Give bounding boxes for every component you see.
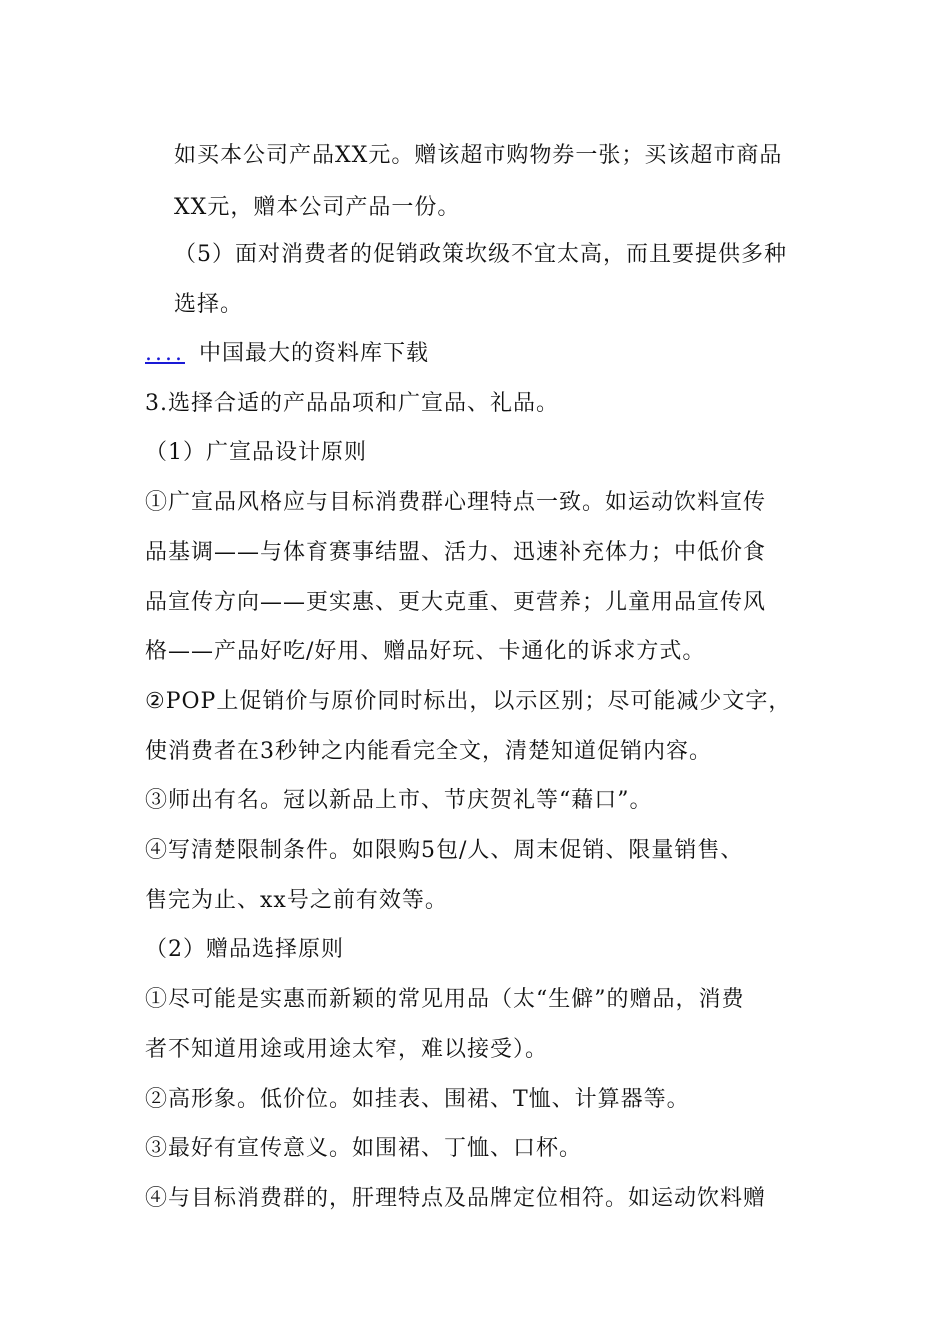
- text-line: ④与目标消费群的，肝理特点及品牌定位相符。如运动饮料赠: [145, 1186, 767, 1211]
- subsection-heading: （2）赠品选择原则: [145, 937, 344, 962]
- section-heading: 3.选择合适的产品品项和广宣品、礼品。: [145, 391, 559, 416]
- text-line: 品基调——与体育赛事结盟、活力、迅速补充体力；中低价食: [145, 540, 767, 565]
- text-line: ①尽可能是实惠而新颖的常见用品（太“生僻”的赠品，消费: [145, 987, 745, 1012]
- text-line: ①广宣品风格应与目标消费群心理特点一致。如运动饮料宣传: [145, 490, 767, 515]
- text-line: 售完为止、xx号之前有效等。: [145, 888, 448, 913]
- text-line: XX元，赠本公司产品一份。: [174, 195, 461, 220]
- text-line: ③最好有宣传意义。如围裙、丁恤、口杯。: [145, 1136, 583, 1161]
- text-line: 品宣传方向——更实惠、更大克重、更营养；儿童用品宣传风: [145, 590, 767, 615]
- subsection-heading: （1）广宣品设计原则: [145, 440, 367, 465]
- text-line: 格——产品好吃/好用、赠品好玩、卡通化的诉求方式。: [145, 639, 706, 664]
- link-dots[interactable]: ....: [145, 341, 185, 366]
- text-line: ③师出有名。冠以新品上市、节庆贺礼等“藉口”。: [145, 788, 653, 813]
- text-line: ②POP上促销价与原价同时标出，以示区别；尽可能减少文字，: [145, 689, 792, 714]
- text-line: 者不知道用途或用途太窄，难以接受）。: [145, 1037, 549, 1062]
- text-line: ②高形象。低价位。如挂表、围裙、T恤、计算器等。: [145, 1087, 690, 1112]
- text-line: 使消费者在3秒钟之内能看完全文，清楚知道促销内容。: [145, 739, 712, 764]
- download-link-line[interactable]: [145, 339, 429, 369]
- text-line: （5）面对消费者的促销政策坎级不宜太高，而且要提供多种: [174, 242, 787, 267]
- link-text[interactable]: 中国最大的资料库下载: [198, 341, 429, 366]
- text-line: 如买本公司产品XX元。赠该超市购物券一张；买该超市商品: [174, 143, 783, 168]
- text-line: ④写清楚限制条件。如限购5包/人、周末促销、限量销售、: [145, 838, 744, 863]
- text-line: 选择。: [174, 292, 244, 317]
